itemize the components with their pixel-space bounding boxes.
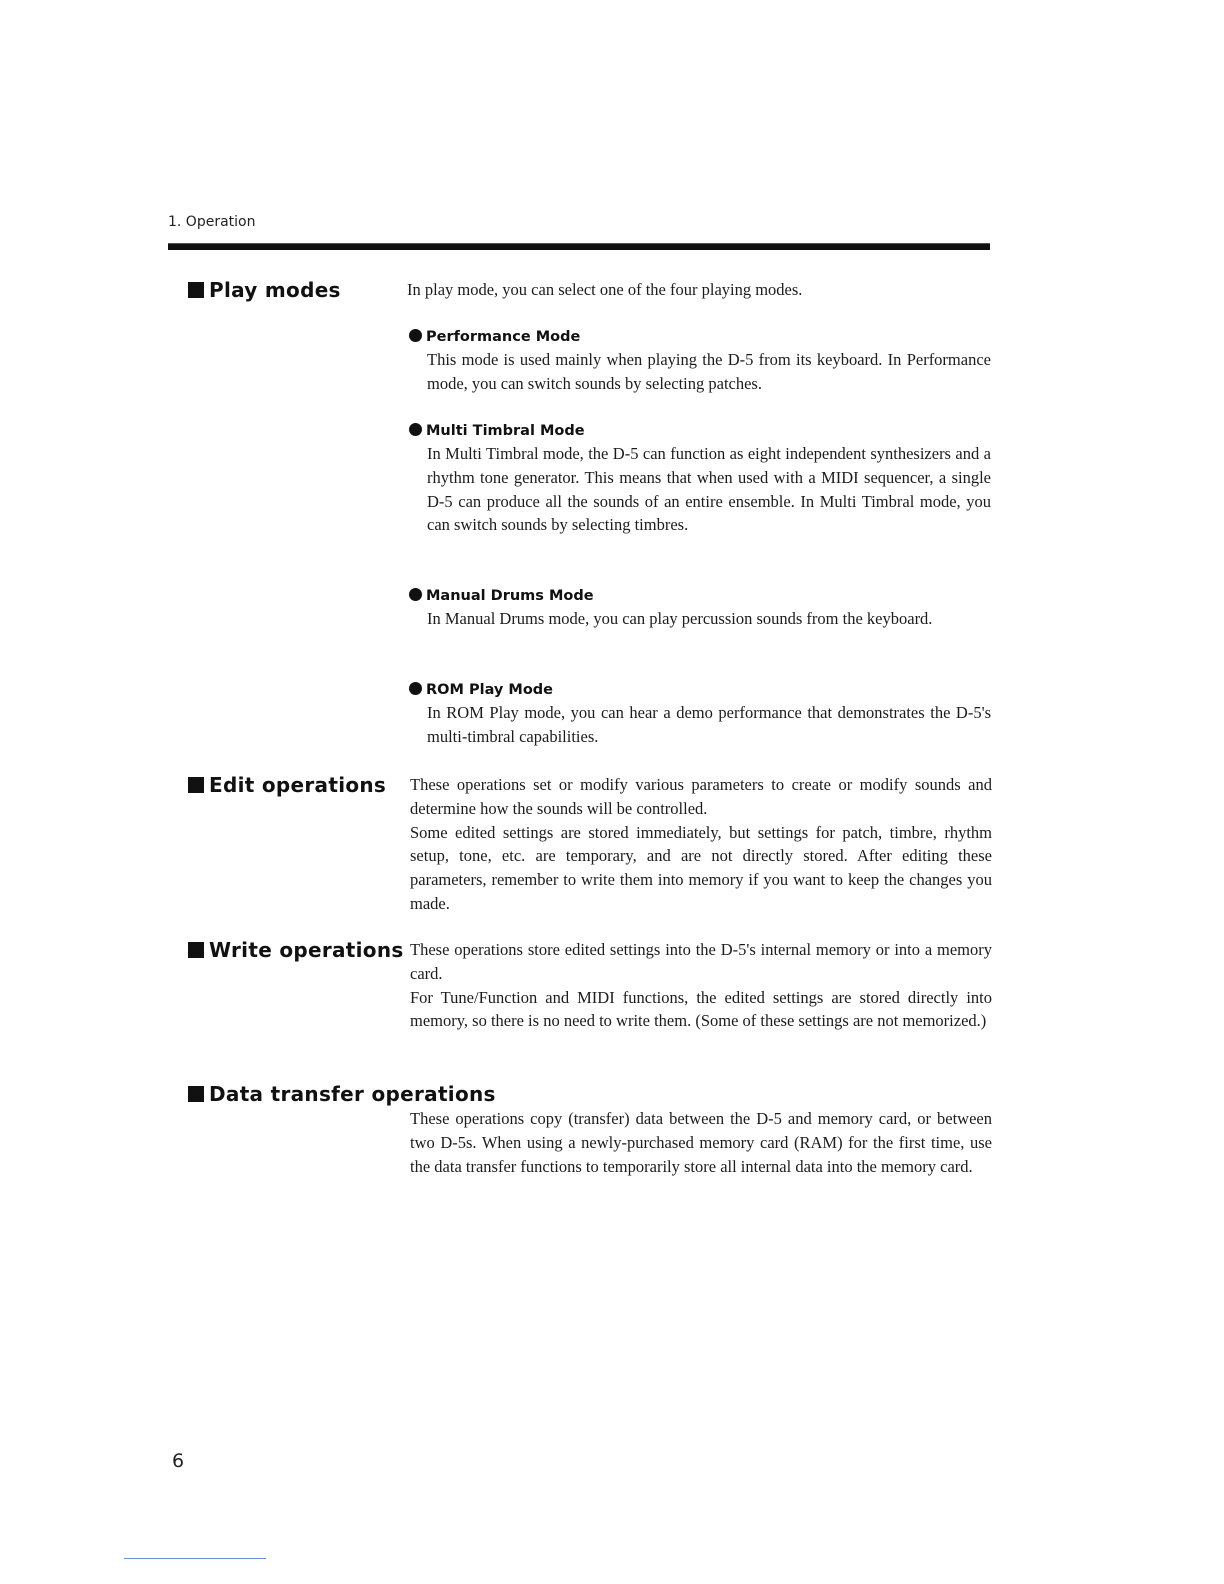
round-bullet-icon [409, 329, 422, 342]
data-transfer-body: These operations copy (transfer) data between the D-5 and memory card, or between two D-5s. When using a newly-purchased memory card (RAM) for the first time, use the data transfer functions to temporarily store all internal data into the memory card. [410, 1109, 992, 1176]
square-bullet-icon [188, 777, 204, 793]
round-bullet-icon [409, 423, 422, 436]
mode-description: In Manual Drums mode, you can play percussion sounds from the keyboard. [427, 609, 933, 628]
edit-operations-heading [188, 773, 386, 797]
write-operations-heading [188, 938, 404, 962]
square-bullet-icon [188, 1086, 204, 1102]
mode-description: In Multi Timbral mode, the D-5 can function as eight independent synthesizers and a rhythm tone generator. This means that when used with a MIDI sequencer, a single D-5 can produce all the sounds of an entire ensemble. In Multi Timbral mode, you can switch sounds by selecting timbres. [427, 444, 991, 535]
mode-title: Performance Mode [409, 326, 991, 348]
edit-paragraph-2: Some edited settings are stored immediately, but settings for patch, timbre, rhythm setup, tone, etc. are temporary, and are not directly stored. After editing these parameters, remember to write them into memory if you want to keep the changes you made. [410, 822, 992, 913]
square-bullet-icon [188, 282, 204, 298]
mode-multi-timbral [409, 420, 991, 537]
mode-title: Multi Timbral Mode [409, 420, 991, 442]
mode-manual-drums [409, 585, 991, 631]
page-number: 6 [172, 1450, 185, 1472]
round-bullet-icon [409, 588, 422, 601]
mode-rom-play [409, 679, 991, 749]
section-label: 1. Operation [168, 214, 256, 230]
write-operations-title: Write operations [209, 938, 404, 962]
play-modes-heading [188, 278, 341, 302]
write-paragraph-2: For Tune/Function and MIDI functions, the edited settings are stored directly into memory, so there is no need to write them. (Some of these settings are not memorized.) [410, 987, 992, 1031]
mode-title: Manual Drums Mode [409, 585, 991, 607]
mode-performance [409, 326, 991, 396]
mode-title: ROM Play Mode [409, 679, 991, 701]
round-bullet-icon [409, 682, 422, 695]
mode-description: This mode is used mainly when playing the D-5 from its keyboard. In Performance mode, you can switch sounds by selecting patches. [427, 350, 991, 393]
edit-operations-title: Edit operations [209, 773, 387, 797]
header-rule [168, 243, 990, 250]
square-bullet-icon [188, 942, 204, 958]
play-modes-intro: In play mode, you can select one of the four playing modes. [407, 280, 803, 299]
play-modes-title: Play modes [209, 278, 341, 302]
data-transfer-title: Data transfer operations [209, 1082, 496, 1106]
mode-description: In ROM Play mode, you can hear a demo performance that demonstrates the D-5's multi-timbral capabilities. [427, 703, 991, 746]
write-operations-body [410, 938, 992, 1033]
footer-line [124, 1558, 266, 1559]
edit-paragraph-1: These operations set or modify various parameters to create or modify sounds and determine how the sounds will be controlled. [410, 775, 992, 818]
write-paragraph-1: These operations store edited settings into the D-5's internal memory or into a memory card. [410, 940, 992, 983]
edit-operations-body [410, 773, 992, 916]
data-transfer-heading [188, 1082, 496, 1106]
